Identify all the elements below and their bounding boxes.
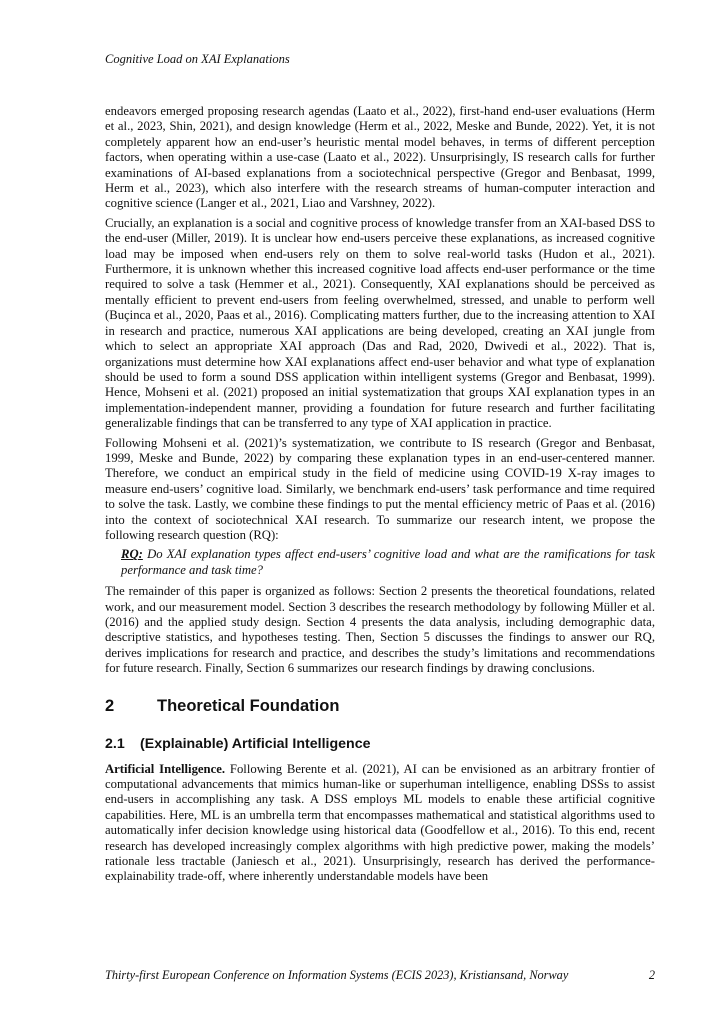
research-question-label: RQ: [121, 547, 143, 562]
running-head: Cognitive Load on XAI Explanations [105, 52, 290, 66]
section-number: 2 [105, 696, 115, 715]
subsection-title: (Explainable) Artificial Intelligence [140, 735, 371, 752]
section-heading [105, 697, 655, 716]
research-question-text: Do XAI explanation types affect end-users’ cognitive load and what are the ramifications for task performance and task time? [121, 547, 655, 577]
footer [105, 968, 655, 983]
subsection-number: 2.1 [105, 735, 125, 752]
paragraph-artificial-intelligence [105, 762, 655, 885]
paragraph-cognitive-process: Crucially, an explanation is a social and cognitive process of knowledge transfer from an XAI-based DSS to the end-user (Miller, 2019). It is unclear how end-users perceive these explanations, as increased cognitive load may be imposed when end-users rely on them to solve real-world tasks (Hudon et al., 2021). Furthermore, it is unknown whether this increased cognitive load affects end-user performance or the time required to solve a task (Hemmer et al., 2021). Consequently, XAI explanations should be perceived as mentally efficient to prevent end-users from feeling overwhelmed, stressed, and unable to perform well (Buçinca et al., 2020, Paas et al., 2016). Complicating matters further, due to the increasing attention to XAI in research and practice, numerous XAI applications are being developed, creating an XAI jungle from which to select an appropriate XAI approach (Das and Rad, 2020, Dwivedi et al., 2022). That is, organizations must determine how XAI explanations affect end-user behavior and what type of explanation should be used to form a sound DSS application within intelligent systems (Gregor and Benbasat, 1999). Hence, Mohseni et al. (2021) proposed an initial systematization that groups XAI explanation types in an implementation-independent manner, providing a foundation for future research and further facilitating generalizable findings that can be transferred to any type of XAI application in practice. [105, 215, 655, 431]
footer-conference: Thirty-first European Conference on Information Systems (ECIS 2023), Kristiansand, Norway [105, 968, 569, 982]
section-title: Theoretical Foundation [157, 696, 340, 715]
paragraph-intro-continued: endeavors emerged proposing research agendas (Laato et al., 2022), first-hand end-user evaluations (Herm et al., 2023, Shin, 2021), and design knowledge (Herm et al., 2022, Meske and Bunde, 2022). Yet, it is not completely apparent how an end-user’s heuristic mental model behaves, in terms of different perception factors, when operating within a use-case (Laato et al., 2022). Unsurprisingly, IS research calls for further examinations of AI-based explanations from a sociotechnical perspective (Gregor and Benbasat, 1999, Herm et al., 2023), which also interfere with the research streams of human-computer interaction and cognitive science (Langer et al., 2021, Liao and Varshney, 2022). [105, 104, 655, 211]
paragraph-structure: The remainder of this paper is organized as follows: Section 2 presents the theoretical foundations, related work, and our measurement model. Section 3 describes the research methodology by following Müller et al. (2016) and the applied study design. Section 4 presents the data analysis, including demographic data, descriptive statistics, and hypotheses testing. Then, Section 5 discusses the findings to answer our RQ, derives implications for research and practice, and describes the study’s limitations and recommendations for future research. Finally, Section 6 summarizes our research findings by drawing conclusions. [105, 584, 655, 676]
paragraph-ai-text: Following Berente et al. (2021), AI can be envisioned as an arbitrary frontier of computational advancements that mimics human-like or superhuman intelligence, enabling DSSs to assist end-users in accomplishing any task. A DSS employs ML models to enable these artificial cognitive capabilities. Here, ML is an umbrella term that encompasses mathematical and statistical algorithms used to automatically infer decision knowledge using historical data (Goodfellow et al., 2016). To this end, recent research has developed increasingly complex algorithms with high predictive power, making the models’ rationale less tractable (Janiesch et al., 2021). Unsurprisingly, research has derived the performance-explainability trade-off, where inherently understandable models have been [105, 761, 656, 884]
paragraph-lead-term: Artificial Intelligence. [105, 761, 226, 776]
research-question [121, 547, 655, 578]
subsection-heading [105, 736, 655, 752]
page-content [105, 104, 655, 889]
paragraph-contribution: Following Mohseni et al. (2021)’s systematization, we contribute to IS research (Gregor and Benbasat, 1999, Meske and Bunde, 2022) by comparing these explanation types in an end-user-centered manner. Therefore, we conduct an empirical study in the field of medicine using COVID-19 X-ray images to measure end-users’ cognitive load. Similarly, we benchmark end-users’ task performance and time required to solve the task. Lastly, we combine these findings to put the mental efficiency metric of Paas et al. (2016) into the context of sociotechnical XAI research. To summarize our research intent, we propose the following research question (RQ): [105, 435, 655, 542]
page-number: 2 [648, 968, 655, 982]
